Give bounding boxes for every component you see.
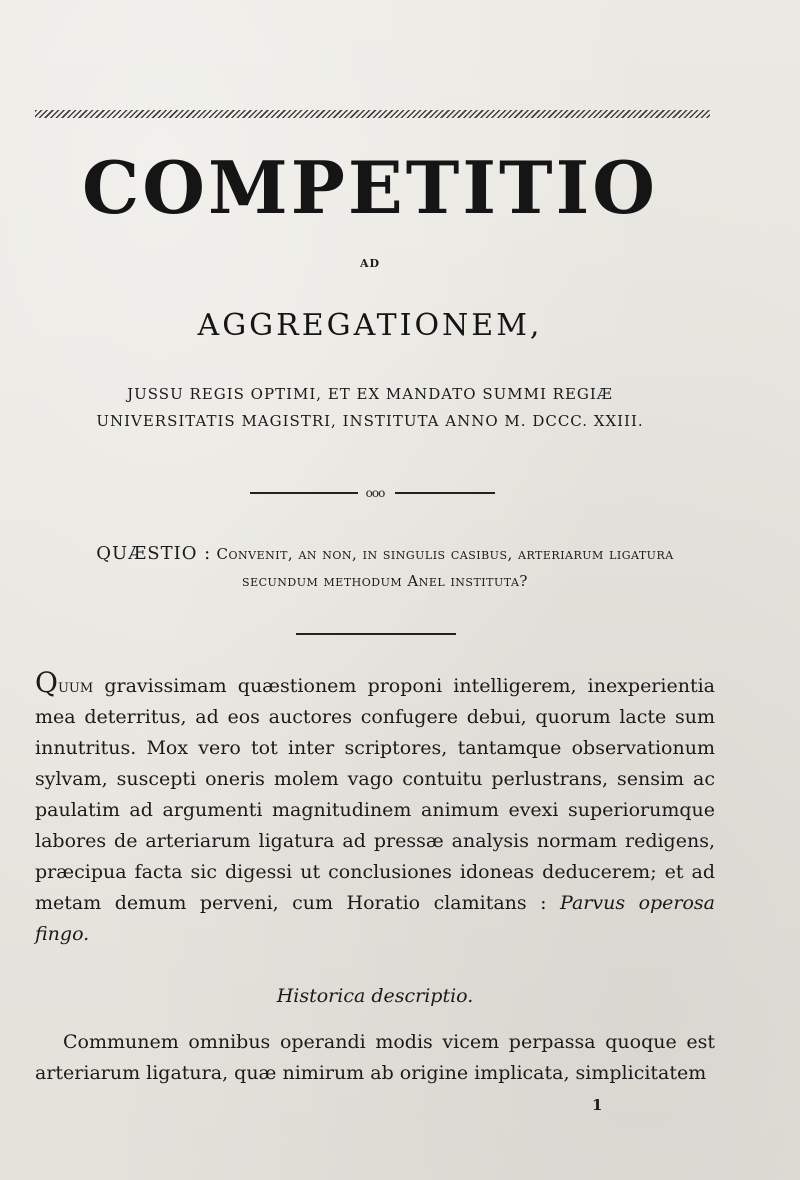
page-subtitle: AGGREGATIONEM, [197,308,543,343]
drop-cap: Q [35,666,58,699]
section-divider-rule [296,633,456,635]
question-label: QUÆSTIO : [96,543,212,564]
ornament-line-left [250,492,358,494]
question-text-2: secundum methodum Anel instituta? [242,572,528,590]
page-title: COMPETITIO [82,145,658,230]
lead-smallcaps: uum [57,675,94,697]
institution-statement [0,381,740,435]
top-decorative-rule [35,110,710,118]
question-block [45,540,725,595]
intro-text: gravissimam quæstionem proponi intelligerem, inexperientia mea deterritus, ad eos auctores confugere debui, quorum lacte sum innutritus. Mox vero tot inter scriptores, tantamque observationum sylvam, suscepti oneris molem vago contuitu perlustrans, sensim ac paulatim ad argumenti magnitudinem animum evexi superiorumque labores de arteriarum ligatura ad pressæ analysis normam redigens, præcipua facta sic digessi ut conclusiones idoneas deducerem; et ad metam demum perveni, cum Horatio clamitans : [35,675,715,914]
ornament-line-right [395,492,495,494]
page-number: 1 [592,1096,603,1114]
body-paragraph: Communem omnibus operandi modis vicem perpassa quoque est arteriarum ligatura, quæ nimirum ab origine implicata, simplicitatem [35,1031,715,1084]
section-heading: Historica descriptio. [276,985,474,1007]
title-connector: AD [359,257,381,270]
question-line-1 [45,540,725,568]
institution-line-2: UNIVERSITATIS MAGISTRI, INSTITUTA ANNO M. DCCC. XXIII. [96,412,644,430]
institution-line-1: JUSSU REGIS OPTIMI, ET EX MANDATO SUMMI REGIÆ [127,385,613,403]
horace-quote: Parvus operosa fingo. [35,892,716,945]
ornamental-divider [250,487,495,499]
question-text-1: Convenit, an non, in singulis casibus, arteriarum ligatura [216,545,674,563]
ornament-center: ooo [365,486,385,500]
intro-paragraph [35,667,715,950]
